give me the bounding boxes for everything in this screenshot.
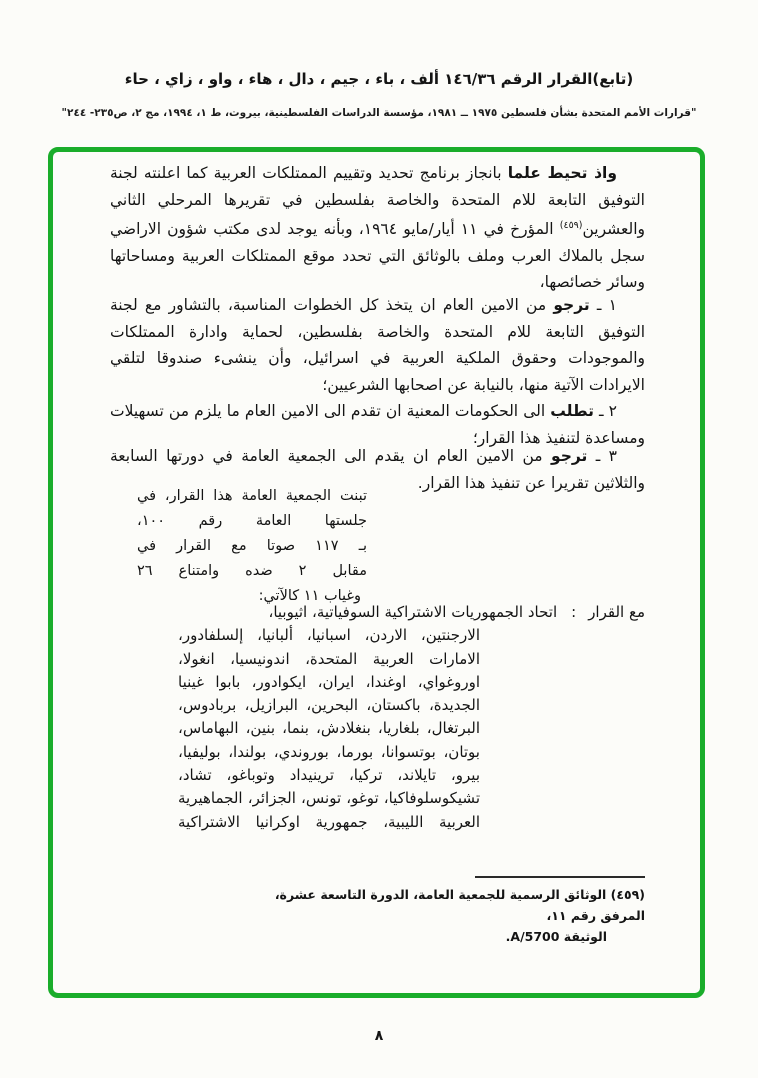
- adoption-statement-block: [137, 484, 367, 609]
- resolution-header-title: (تابع)القرار الرقم ١٤٦/٣٦ ألف ، باء ، جيم ، دال ، هاء ، واو ، زاي ، حاء: [124, 70, 634, 88]
- footnote-separator-rule: [475, 876, 645, 878]
- vote-colon: :: [571, 603, 577, 621]
- item-3-number: ٣ ـ: [587, 447, 617, 465]
- vote-countries-line: تشيكوسلوفاكيا، توغو، تونس، الجزائر، الجماهيرية: [178, 789, 480, 808]
- item-2-text: الى الحكومات المعنية ان تقدم الى الامين العام ما يلزم من تسهيلات ومساعدة لتنفيذ هذا القرار؛: [110, 402, 645, 447]
- preamble-text-after-ref: المؤرخ في ١١ أيار/مايو ١٩٦٤، وبأنه يوجد لدى مكتب شؤون الاراضي سجل بالملاك العرب وملف بالوثائق التي تحدد موقع الممتلكات العربية ومساحاتها وسائر خصائصها،: [110, 220, 645, 291]
- item-2-number: ٢ ـ: [593, 402, 617, 420]
- vote-countries-line: الجديدة، باكستان، البحرين، البرازيل، بربادوس،: [178, 696, 480, 715]
- vote-countries-line: بيرو، تايلاند، تركيا، ترينيداد وتوباغو، تشاد،: [178, 766, 480, 785]
- vote-results-block: [110, 601, 645, 834]
- item-1-number: ١ ـ: [589, 296, 617, 314]
- vote-countries-line: اوروغواي، اوغندا، ايران، ايكوادور، بابوا غينيا: [178, 672, 480, 691]
- vote-for-first-line: [110, 601, 645, 624]
- adoption-line: تبنت الجمعية العامة هذا القرار، في: [137, 488, 367, 504]
- source-citation-line: "قرارات الأمم المتحدة بشأن فلسطين ١٩٧٥ ــ ١٩٨١، مؤسسة الدراسات الفلسطينية، بيروت، ط ١، ١٩٩٤، مج ٢، ص٢٣٥- ٢٤٤": [61, 107, 697, 119]
- vote-countries-start: اتحاد الجمهوريات الاشتراكية السوفياتية، اثيوبيا،: [268, 603, 558, 621]
- vote-countries-line: العربية الليبية، جمهورية اوكرانيا الاشتراكية: [178, 812, 480, 831]
- preamble-lead: واذ تحيط علما: [507, 164, 617, 182]
- footnote-block: [273, 884, 645, 947]
- preamble-text-before-ref: بانجاز برنامج تحديد وتقييم الممتلكات العربية كما اعلنته لجنة التوفيق التابعة للام المتحدة والخاصة بفلسطين في تقريرها المرحلي الثاني والعشرين: [110, 164, 645, 238]
- vote-countries-line: الارجنتين، الاردن، اسبانيا، ألبانيا، إلسلفادور،: [178, 626, 480, 645]
- adoption-line: وغياب ١١ كالآتي:: [258, 588, 361, 604]
- item-2-lead: تطلب: [550, 402, 594, 420]
- vote-countries-line: الامارات العربية المتحدة، اندونيسيا، انغولا،: [178, 649, 480, 668]
- operative-paragraph-1: [110, 292, 645, 398]
- vote-countries-line: البرتغال، بلغاريا، بنغلادش، بنما، بنين، البهاماس،: [178, 719, 480, 738]
- item-1-text: من الامين العام ان يتخذ كل الخطوات المناسبة، بالتشاور مع لجنة التوفيق التابعة للام المتحدة والخاصة بفلسطين، لحماية وادارة الممتلكات والموجودات وحقوق الملكية العربية في اسرائيل، وأن ينشىء صندوقا لتلقي الايرادات الآتية منها، بالنيابة عن اصحابها الشرعيين؛: [110, 296, 645, 394]
- vote-for-label: مع القرار: [588, 603, 645, 621]
- vote-countries-line: بوتان، بوتسوانا، بورما، بوروندي، بولندا، بوليفيا،: [178, 742, 480, 761]
- adoption-line: جلستها العامة رقم ١٠٠،: [137, 513, 367, 529]
- preamble-paragraph: [110, 160, 645, 296]
- adoption-line: مقابل ٢ ضده وامتناع ٢٦: [137, 563, 367, 579]
- item-3-text: من الامين العام ان يقدم الى الجمعية العامة في دورتها السابعة والثلاثين تقريرا عن تنفيذ هذا القرار.: [110, 447, 645, 492]
- footnote-reference-marker: (٤٥٩): [559, 220, 583, 231]
- page-number: ٨: [374, 1028, 384, 1044]
- footnote-line: الوثيقة A/5700.: [505, 929, 607, 944]
- footnote-line: (٤٥٩) الوثائق الرسمية للجمعية العامة، الدورة التاسعة عشرة، المرفق رقم ١١،: [274, 887, 645, 923]
- item-3-lead: ترجو: [550, 447, 588, 465]
- adoption-line: بـ ١١٧ صوتا مع القرار في: [137, 538, 367, 554]
- item-1-lead: ترجو: [553, 296, 590, 314]
